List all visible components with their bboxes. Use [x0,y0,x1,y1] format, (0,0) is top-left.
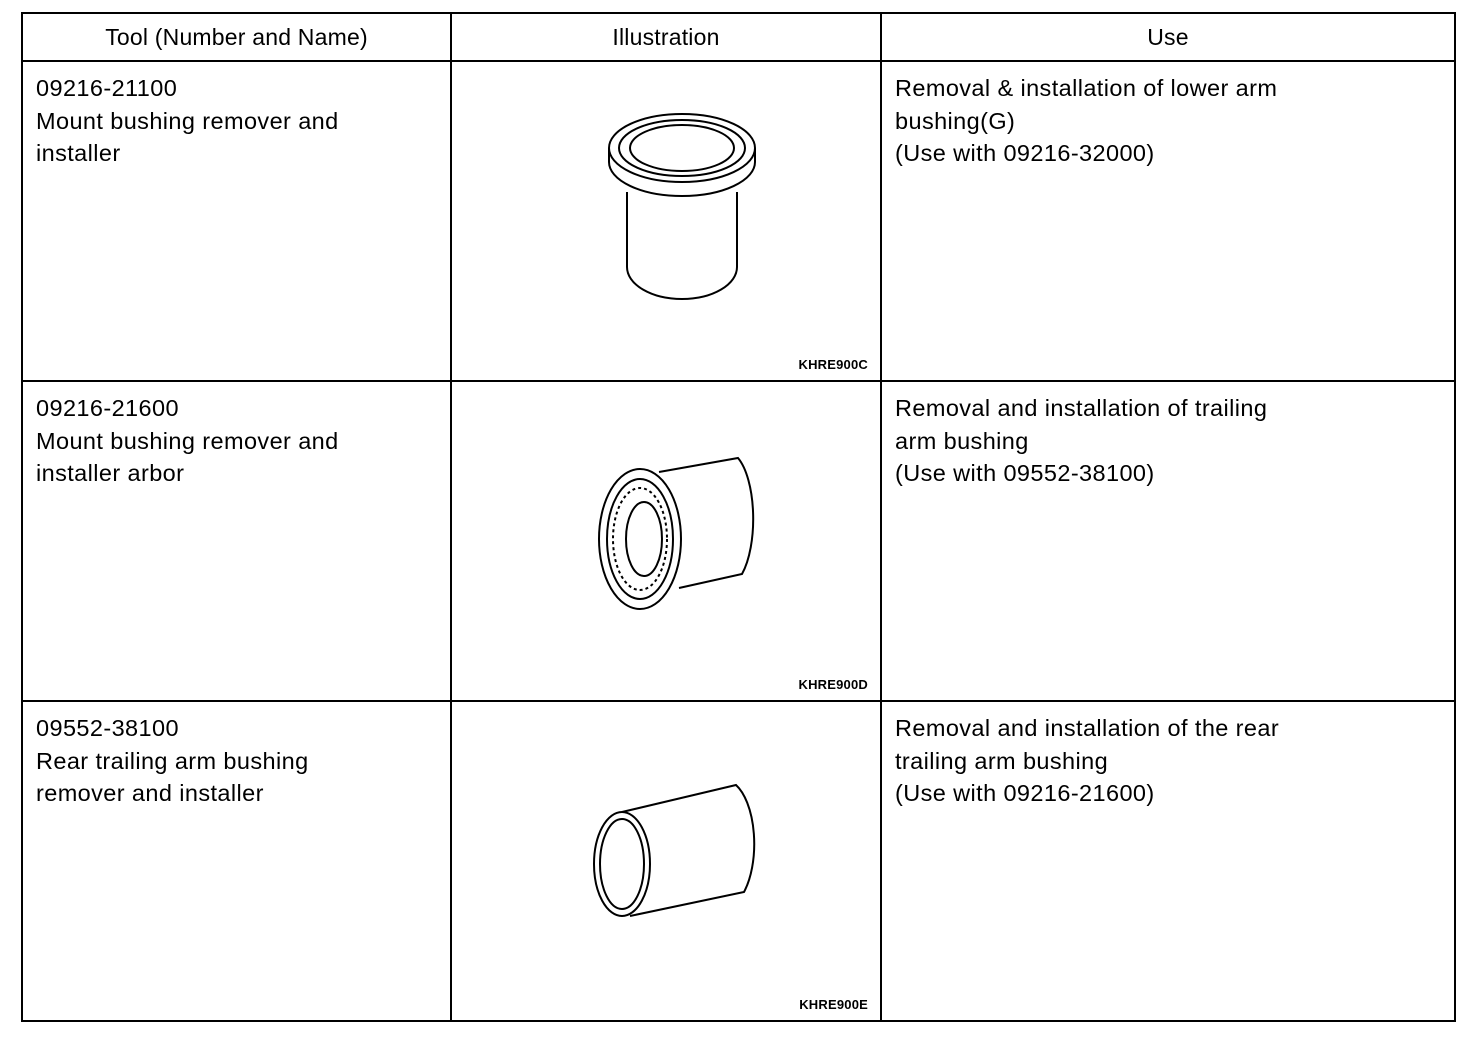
use-cell [881,701,1455,1021]
table-row [22,701,1455,1021]
column-header-illustration: Illustration [451,13,881,61]
use-text: Removal & installation of lower arm bushing(G) [895,75,1278,134]
table-row [22,381,1455,701]
tool-name: Mount bushing remover and installer arbor [36,427,339,486]
plain-sleeve-icon [452,702,882,1020]
use-text: Removal and installation of the rear trailing arm bushing [895,715,1280,774]
tool-number: 09552-38100 [36,715,179,741]
table-header-row [22,13,1455,61]
special-tools-table [21,12,1456,1022]
column-header-use: Use [881,13,1455,61]
use-cell [881,61,1455,381]
tool-name: Mount bushing remover and installer [36,107,339,166]
tool-number: 09216-21600 [36,395,179,421]
figure-code: KHRE900E [799,997,868,1012]
use-text: Removal and installation of trailing arm bushing [895,395,1268,454]
flanged-arbor-icon [452,382,882,700]
use-note: (Use with 09216-21600) [895,780,1155,806]
flanged-sleeve-icon [452,62,882,380]
illustration-cell [451,381,881,701]
use-note: (Use with 09552-38100) [895,460,1155,486]
tool-cell [22,381,451,701]
tool-cell [22,701,451,1021]
tool-cell [22,61,451,381]
column-header-tool: Tool (Number and Name) [22,13,451,61]
figure-code: KHRE900C [798,357,868,372]
tool-name: Rear trailing arm bushing remover and installer [36,747,309,806]
use-note: (Use with 09216-32000) [895,140,1155,166]
use-cell [881,381,1455,701]
table-row [22,61,1455,381]
figure-code: KHRE900D [798,677,868,692]
illustration-cell [451,701,881,1021]
tool-number: 09216-21100 [36,75,178,101]
illustration-cell [451,61,881,381]
